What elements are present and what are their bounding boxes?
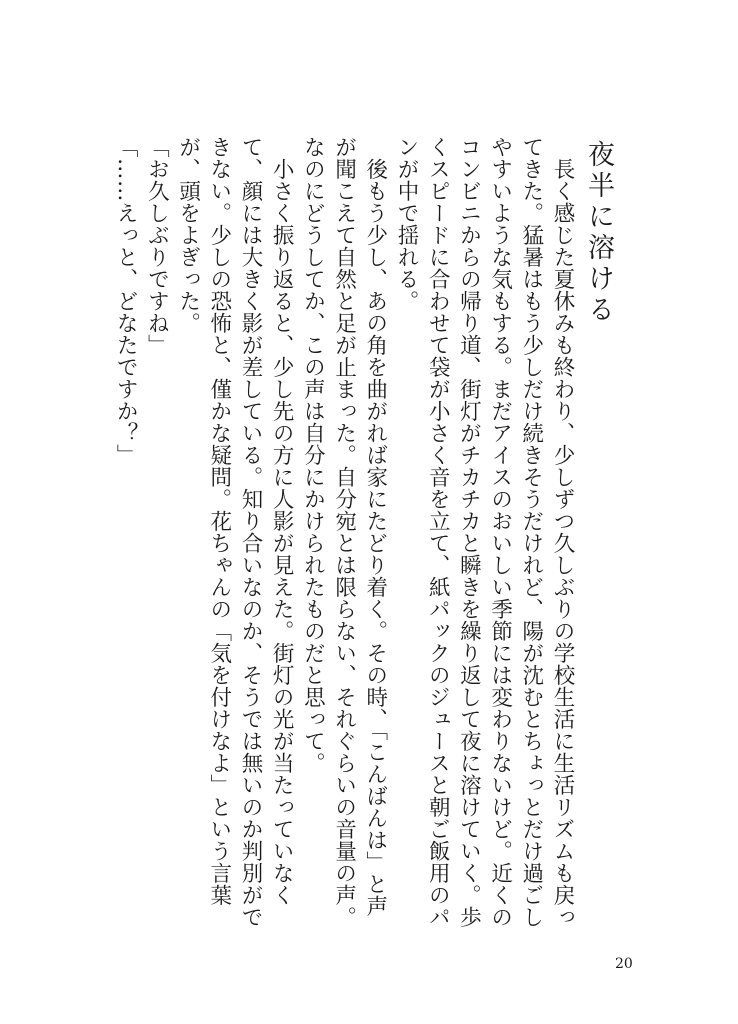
- chapter-title: 夜半に溶ける: [583, 140, 614, 326]
- paragraph: 長く感じた夏休みも終わり、少しずつ久しぶりの学校生活に生活リズムも戻ってきた。猛暑はもう少しだけ続きそうだけれど、陽が沈むとちょっとだけ過ごしやすいような気もする。まだアイスのおいしい季節には変わりないけど。近くのコンビニからの帰り道、街灯がチカチカと瞬きを繰り返して夜に溶けていく。歩くスピードに合わせて袋が小さく音を立て、紙パックのジュースと朝ご飯用のパンが中で揺れる。: [393, 136, 575, 928]
- body-text: [110, 136, 578, 936]
- dialogue-line: 「お久しぶりですね」: [144, 136, 170, 356]
- dialogue-line: 「……えっと、どなたですか？」: [113, 136, 139, 466]
- page-number: 20: [615, 956, 633, 972]
- paragraph: 小さく振り返ると、少し先の方に人影が見えた。街灯の光が当たっていなくて、顔には大きく影が差している。知り合いなのか、そうでは無いのか判別ができない。少しの恐怖と、僅かな疑問。花ちゃんの「気を付けなよ」という言葉が、頭をよぎった。: [175, 136, 295, 928]
- paragraph: 後もう少し、あの角を曲がれば家にたどり着く。その時、「こんばんは」と声が聞こえて自然と足が止まった。自分宛とは限らない、それぐらいの音量の声。なのにどうしてか、この声は自分にかけられたものだと思って。: [300, 136, 388, 928]
